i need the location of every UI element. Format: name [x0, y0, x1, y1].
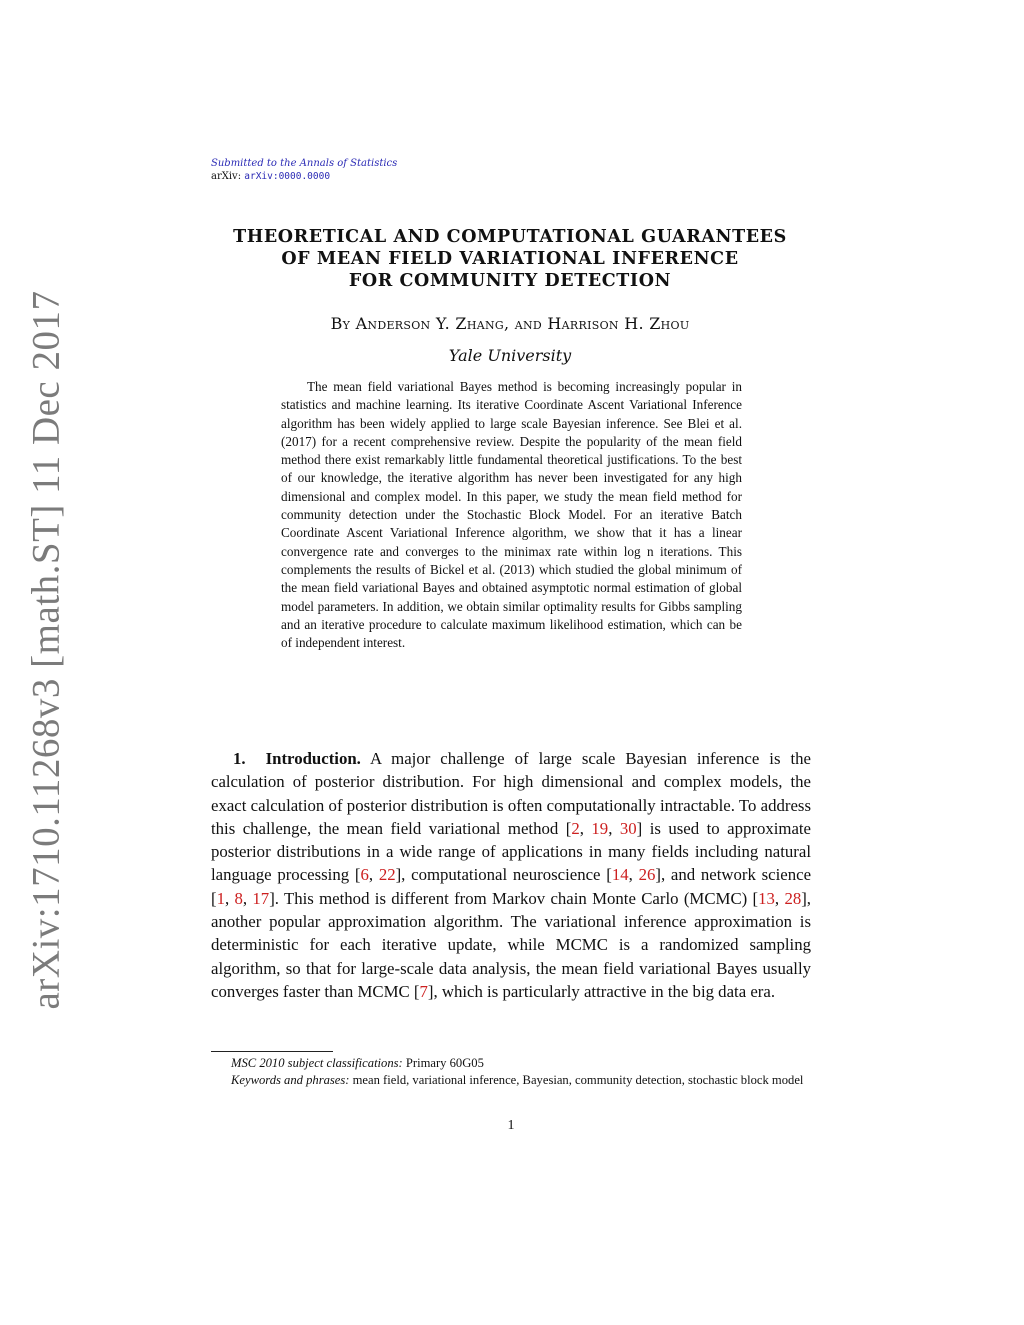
intro-text: A major challenge of large scale Bayesian inference is the calculation of posterior distribution. For high dimensional and complex models, the exact calculation of posterior distribution is often computationally intractable. To address this challenge, the mean field variational method [	[211, 749, 811, 838]
intro-text: ,	[608, 818, 620, 838]
citation-link[interactable]: 19	[591, 818, 609, 838]
citation-link[interactable]: 14	[611, 865, 629, 885]
msc-value: Primary 60G05	[402, 1056, 484, 1070]
keywords-value: mean field, variational inference, Bayesian, community detection, stochastic block model	[349, 1073, 804, 1087]
arxiv-sidebar	[18, 290, 74, 1010]
citation-link[interactable]: 6	[360, 865, 369, 885]
footnote-divider	[211, 1051, 333, 1052]
abstract: The mean field variational Bayes method is becoming increasingly popular in statistics and machine learning. Its iterative Coordinate Ascent Variational Inference algorithm has been widely applied to large scale Bayesian inference. See Blei et al. (2017) for a recent comprehensive review. Despite the popularity of the mean field method there exist remarkably little fundamental theoretical justifications. To the best of our knowledge, the iterative algorithm has never been investigated for any high dimensional and complex model. In this paper, we study the mean field method for community detection under the Stochastic Block Model. For an iterative Batch Coordinate Ascent Variational Inference algorithm, we show that it has a linear convergence rate and converges to the minimax rate within log n iterations. This complements the results of Bickel et al. (2013) which studied the global minimum of the mean field variational Bayes and obtained asymptotic normal estimation of global model parameters. In addition, we obtain similar optimality results for Gibbs sampling and an iterative procedure to calculate maximum likelihood estimation, which can be of independent interest.	[281, 379, 742, 651]
intro-text: ,	[579, 818, 592, 838]
keywords	[211, 1072, 811, 1089]
intro-text: ] is used to approximate posterior distributions in a wide range of applications in many fields including natural language processing [	[211, 818, 812, 885]
msc-label: MSC 2010 subject classifications:	[231, 1056, 403, 1070]
intro-text: ,	[368, 865, 379, 885]
affiliation: Yale University	[448, 346, 572, 365]
title-line-3: FOR COMMUNITY DETECTION	[348, 271, 672, 291]
arxiv-prefix: arXiv:	[211, 171, 245, 182]
author-list: By Anderson Y. Zhang, and Harrison H. Zhou	[330, 314, 690, 333]
intro-text: ], another popular approximation algorithm. The variational inference approximation is deterministic for each iterative update, while MCMC is a randomized sampling algorithm, so that for large-scale data analysis, the mean field variational Bayes usually converges faster than MCMC [	[211, 888, 812, 1001]
citation-link[interactable]: 1	[216, 888, 225, 908]
citation-link[interactable]: 28	[784, 888, 802, 908]
page-number: 1	[507, 1118, 515, 1133]
keywords-label: Keywords and phrases:	[231, 1073, 350, 1087]
intro-text: ,	[224, 888, 235, 908]
section-number: 1.	[233, 749, 246, 768]
citation-link[interactable]: 22	[378, 865, 396, 885]
citation-link[interactable]: 30	[619, 818, 637, 838]
title-line-1: THEORETICAL AND COMPUTATIONAL GUARANTEES	[233, 227, 787, 247]
citation-link[interactable]: 17	[252, 888, 270, 908]
section-heading: Introduction.	[265, 749, 361, 768]
introduction-paragraph	[211, 747, 811, 1003]
arxiv-link[interactable]: arXiv:0000.0000	[244, 171, 331, 182]
msc-classification	[211, 1055, 811, 1072]
title-line-2: OF MEAN FIELD VARIATIONAL INFERENCE	[281, 249, 739, 269]
intro-text: ,	[774, 888, 785, 908]
footnotes	[211, 1055, 811, 1089]
citation-link[interactable]: 8	[234, 888, 243, 908]
citation-link[interactable]: 26	[638, 865, 656, 885]
arxiv-identifier: arXiv:1710.11268v3 [math.ST] 11 Dec 2017	[24, 290, 68, 1010]
intro-text: ,	[242, 888, 253, 908]
intro-text: ,	[628, 865, 639, 885]
citation-link[interactable]: 2	[571, 818, 580, 838]
citation-link[interactable]: 7	[419, 981, 428, 1001]
intro-text: ], which is particularly attractive in the big data era.	[427, 981, 776, 1001]
intro-text: ]. This method is different from Markov chain Monte Carlo (MCMC) [	[269, 888, 759, 908]
submission-header	[211, 157, 397, 183]
journal-name: Submitted to the Annals of Statistics	[211, 158, 398, 169]
intro-text: ], and network science [	[211, 865, 812, 908]
intro-text: ], computational neuroscience [	[395, 865, 612, 885]
arxiv-line	[211, 170, 397, 183]
paper-title	[180, 226, 840, 292]
citation-link[interactable]: 13	[758, 888, 775, 908]
